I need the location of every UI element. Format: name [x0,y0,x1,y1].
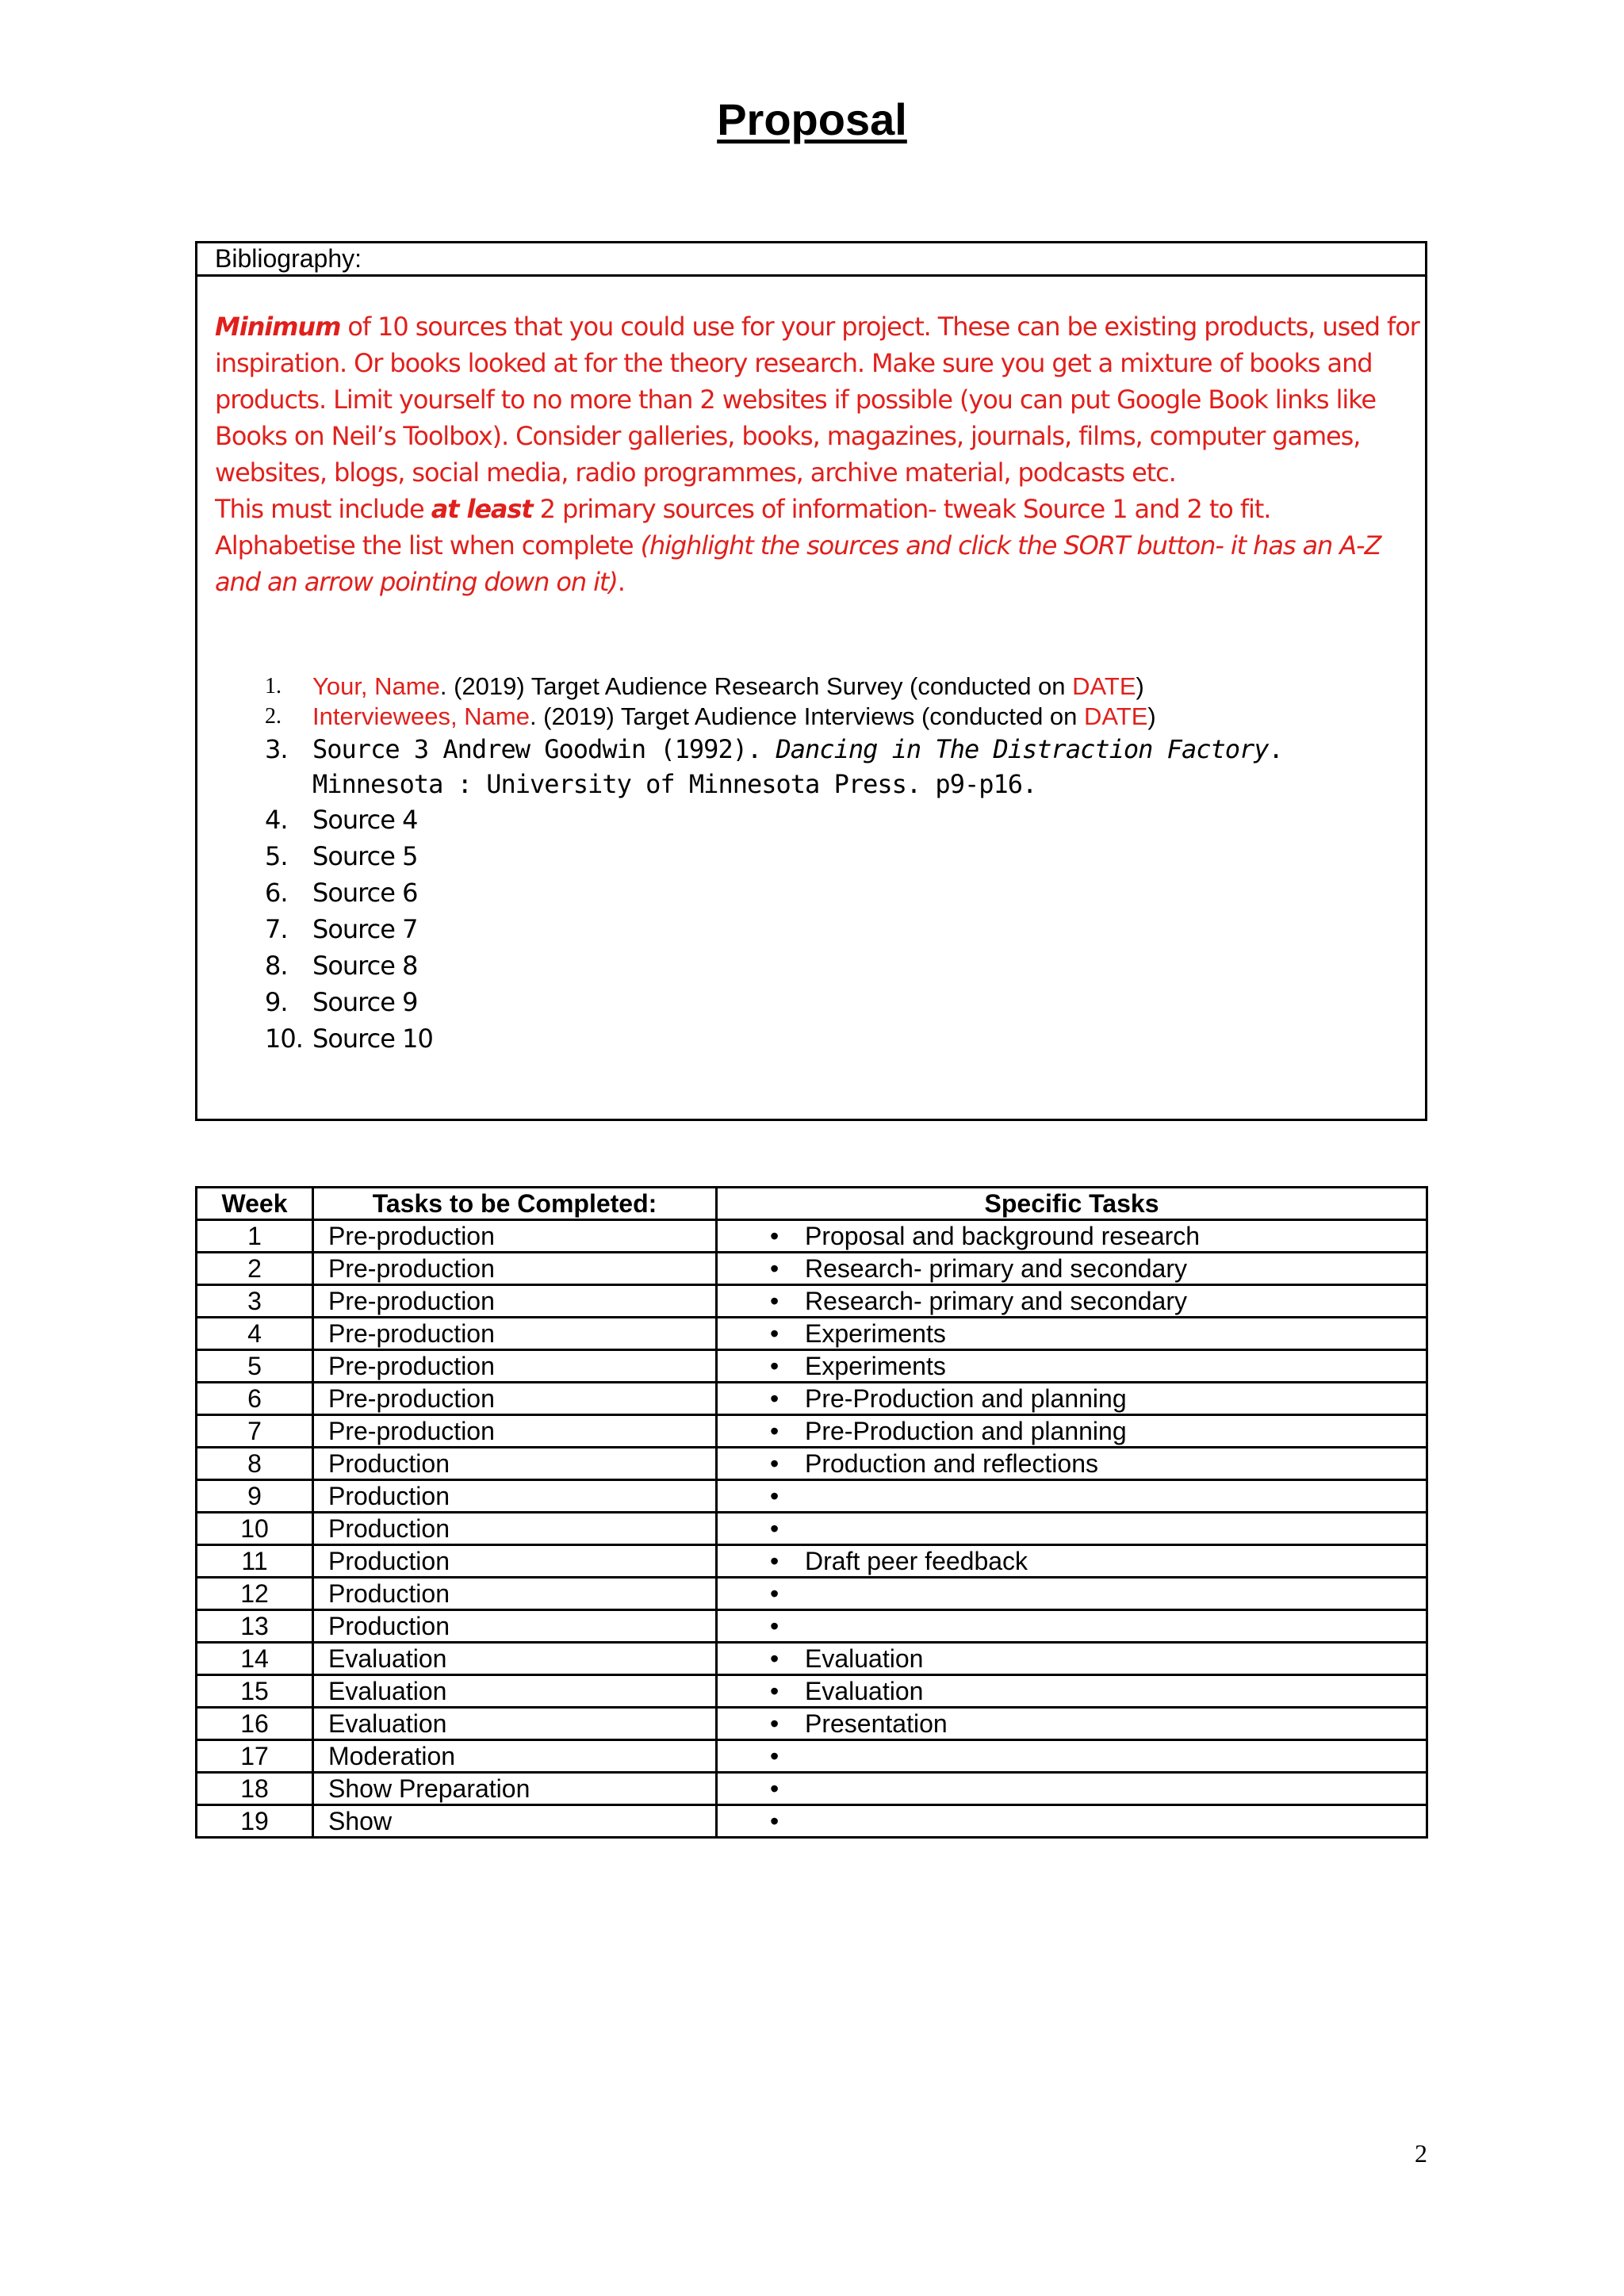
week-cell: 14 [197,1643,313,1675]
bullet-icon: • [770,1709,779,1738]
task-cell: Pre-production [313,1285,717,1318]
table-row [197,1415,1427,1448]
table-row [197,1545,1427,1578]
specific-cell [717,1643,1427,1675]
source-text: Source 9 [312,987,418,1017]
week-cell: 9 [197,1480,313,1513]
week-header: Week [197,1188,313,1220]
bullet-icon: • [770,1547,779,1575]
task-cell: Production [313,1610,717,1643]
list-item [265,702,1407,732]
source-title: Dancing in The Distraction Factory [776,734,1269,764]
specific-task-text: Evaluation [805,1644,924,1673]
source-number: 2. [265,704,282,729]
source-number: 6. [265,878,288,908]
specific-task-text: Production and reflections [805,1449,1098,1478]
specific-cell [717,1578,1427,1610]
source-text: Source 6 [312,878,418,908]
list-item [265,947,1407,984]
table-row [197,1610,1427,1643]
source-author: Your, Name [312,672,440,700]
source-detail: . (2019) Target Audience Research Survey (conducted on [439,672,1073,700]
tasks-header: Tasks to be Completed: [313,1188,717,1220]
table-row [197,1350,1427,1383]
bullet-icon: • [770,1774,779,1803]
specific-task-text: Evaluation [805,1677,924,1705]
specific-task-text: Pre-Production and planning [805,1417,1127,1445]
source-number: 10. [265,1024,303,1054]
bullet-icon: • [770,1384,779,1413]
source-number: 5. [265,841,288,871]
source-detail: Source 3 Andrew Goodwin (1992). [312,734,776,764]
specific-task-text: Presentation [805,1709,948,1738]
table-row [197,1383,1427,1415]
week-cell: 5 [197,1350,313,1383]
task-cell: Evaluation [313,1708,717,1740]
bullet-icon: • [770,1644,779,1673]
week-cell: 1 [197,1220,313,1253]
specific-header: Specific Tasks [717,1188,1427,1220]
source-number: 4. [265,805,288,835]
list-item [265,838,1407,874]
schedule-table [195,1186,1428,1839]
week-cell: 17 [197,1740,313,1773]
week-cell: 11 [197,1545,313,1578]
source-author: Interviewees, Name [312,702,530,730]
table-row [197,1220,1427,1253]
specific-task-text: Research- primary and secondary [805,1254,1187,1283]
page-number: 2 [1415,2139,1427,2168]
list-item [265,984,1407,1020]
source-number: 9. [265,987,288,1017]
list-item [265,1020,1407,1057]
specific-cell [717,1740,1427,1773]
source-number: 7. [265,914,288,944]
bullet-icon: • [770,1677,779,1705]
table-row [197,1740,1427,1773]
must-include-pre: This must include [215,494,431,524]
instructions-text: of 10 sources that you could use for your project. These can be existing products, used for inspiration. Or books looked at for the theory research. Make sure you get a mixture of books and products. Limit yourself to no more than 2 websites if possible (you can put Google Book links like Books on Neil’s Toolbox). Consider galleries, books, magazines, journals, films, computer games, websites, blogs, social media, radio programmes, archive material, podcasts etc. [215,312,1419,488]
specific-cell [717,1285,1427,1318]
task-cell: Pre-production [313,1350,717,1383]
must-include-post: 2 primary sources of information- tweak Source 1 and 2 to fit. [532,494,1271,524]
specific-cell [717,1805,1427,1838]
alphabetise-text: Alphabetise the list when complete [215,530,641,561]
task-cell: Production [313,1480,717,1513]
specific-task-text: Pre-Production and planning [805,1384,1127,1413]
task-cell: Production [313,1578,717,1610]
source-text: Source 8 [312,951,418,981]
table-row [197,1708,1427,1740]
week-cell: 16 [197,1708,313,1740]
source-text: Source 7 [312,914,418,944]
bibliography-box [195,241,1427,1121]
bibliography-header: Bibliography: [197,243,1425,277]
source-close: ) [1136,672,1144,700]
source-detail: . (2019) Target Audience Interviews (conducted on [529,702,1085,730]
source-text: Source 4 [312,805,418,835]
specific-cell [717,1220,1427,1253]
week-cell: 3 [197,1285,313,1318]
specific-cell [717,1318,1427,1350]
list-item [265,802,1407,838]
bullet-icon: • [770,1319,779,1348]
specific-task-text: Draft peer feedback [805,1547,1028,1575]
page-title: Proposal [717,94,907,144]
task-cell: Pre-production [313,1220,717,1253]
list-item [265,911,1407,947]
at-least-emphasis: at least [431,494,533,524]
bullet-icon: • [770,1742,779,1770]
week-cell: 19 [197,1805,313,1838]
task-cell: Production [313,1513,717,1545]
bullet-icon: • [770,1254,779,1283]
source-close: ) [1147,702,1156,730]
specific-cell [717,1448,1427,1480]
specific-cell [717,1253,1427,1285]
source-number: 3. [265,734,288,764]
list-item [265,672,1407,702]
task-cell: Production [313,1448,717,1480]
bullet-icon: • [770,1482,779,1510]
alphabetise-end: . [617,567,625,597]
task-cell: Pre-production [313,1415,717,1448]
task-cell: Pre-production [313,1253,717,1285]
specific-cell [717,1545,1427,1578]
week-cell: 12 [197,1578,313,1610]
specific-cell [717,1708,1427,1740]
bullet-icon: • [770,1579,779,1608]
week-cell: 18 [197,1773,313,1805]
week-cell: 4 [197,1318,313,1350]
bullet-icon: • [770,1417,779,1445]
table-row [197,1578,1427,1610]
table-row [197,1448,1427,1480]
table-row [197,1253,1427,1285]
task-cell: Evaluation [313,1643,717,1675]
week-cell: 13 [197,1610,313,1643]
table-header-row [197,1188,1427,1220]
table-row [197,1285,1427,1318]
source-text: Source 10 [312,1024,433,1054]
week-cell: 15 [197,1675,313,1708]
week-cell: 7 [197,1415,313,1448]
table-row [197,1643,1427,1675]
table-row [197,1805,1427,1838]
specific-cell [717,1675,1427,1708]
bullet-icon: • [770,1612,779,1640]
table-row [197,1480,1427,1513]
specific-task-text: Experiments [805,1352,946,1380]
bullet-icon: • [770,1449,779,1478]
source-date: DATE [1072,672,1136,700]
source-text: Source 5 [312,841,418,871]
bullet-icon: • [770,1222,779,1250]
bullet-icon: • [770,1352,779,1380]
specific-task-text: Research- primary and secondary [805,1287,1187,1315]
specific-cell [717,1480,1427,1513]
specific-cell [717,1773,1427,1805]
table-row [197,1513,1427,1545]
task-cell: Show [313,1805,717,1838]
week-cell: 10 [197,1513,313,1545]
week-cell: 6 [197,1383,313,1415]
source-number: 8. [265,951,288,981]
source-number: 1. [265,674,282,698]
table-row [197,1675,1427,1708]
bullet-icon: • [770,1807,779,1835]
table-row [197,1773,1427,1805]
specific-cell [717,1350,1427,1383]
table-row [197,1318,1427,1350]
specific-cell [717,1415,1427,1448]
list-item [265,874,1407,911]
bullet-icon: • [770,1514,779,1543]
alphabetise-italic: (highlight the sources and click the SORT button- it has an A-Z and an arrow pointing down on it) [215,530,1381,597]
task-cell: Pre-production [313,1383,717,1415]
task-cell: Production [313,1545,717,1578]
specific-task-text: Experiments [805,1319,946,1348]
task-cell: Moderation [313,1740,717,1773]
specific-cell [717,1383,1427,1415]
source-list [265,672,1407,1057]
source-publisher: . Minnesota : University of Minnesota Press. p9-p16. [312,734,1283,799]
week-cell: 8 [197,1448,313,1480]
minimum-emphasis: Minimum [215,312,341,342]
list-item [265,732,1407,802]
specific-cell [717,1610,1427,1643]
bibliography-instructions [215,308,1420,600]
source-date: DATE [1084,702,1148,730]
task-cell: Pre-production [313,1318,717,1350]
task-cell: Evaluation [313,1675,717,1708]
task-cell: Show Preparation [313,1773,717,1805]
week-cell: 2 [197,1253,313,1285]
specific-cell [717,1513,1427,1545]
bullet-icon: • [770,1287,779,1315]
specific-task-text: Proposal and background research [805,1222,1201,1250]
